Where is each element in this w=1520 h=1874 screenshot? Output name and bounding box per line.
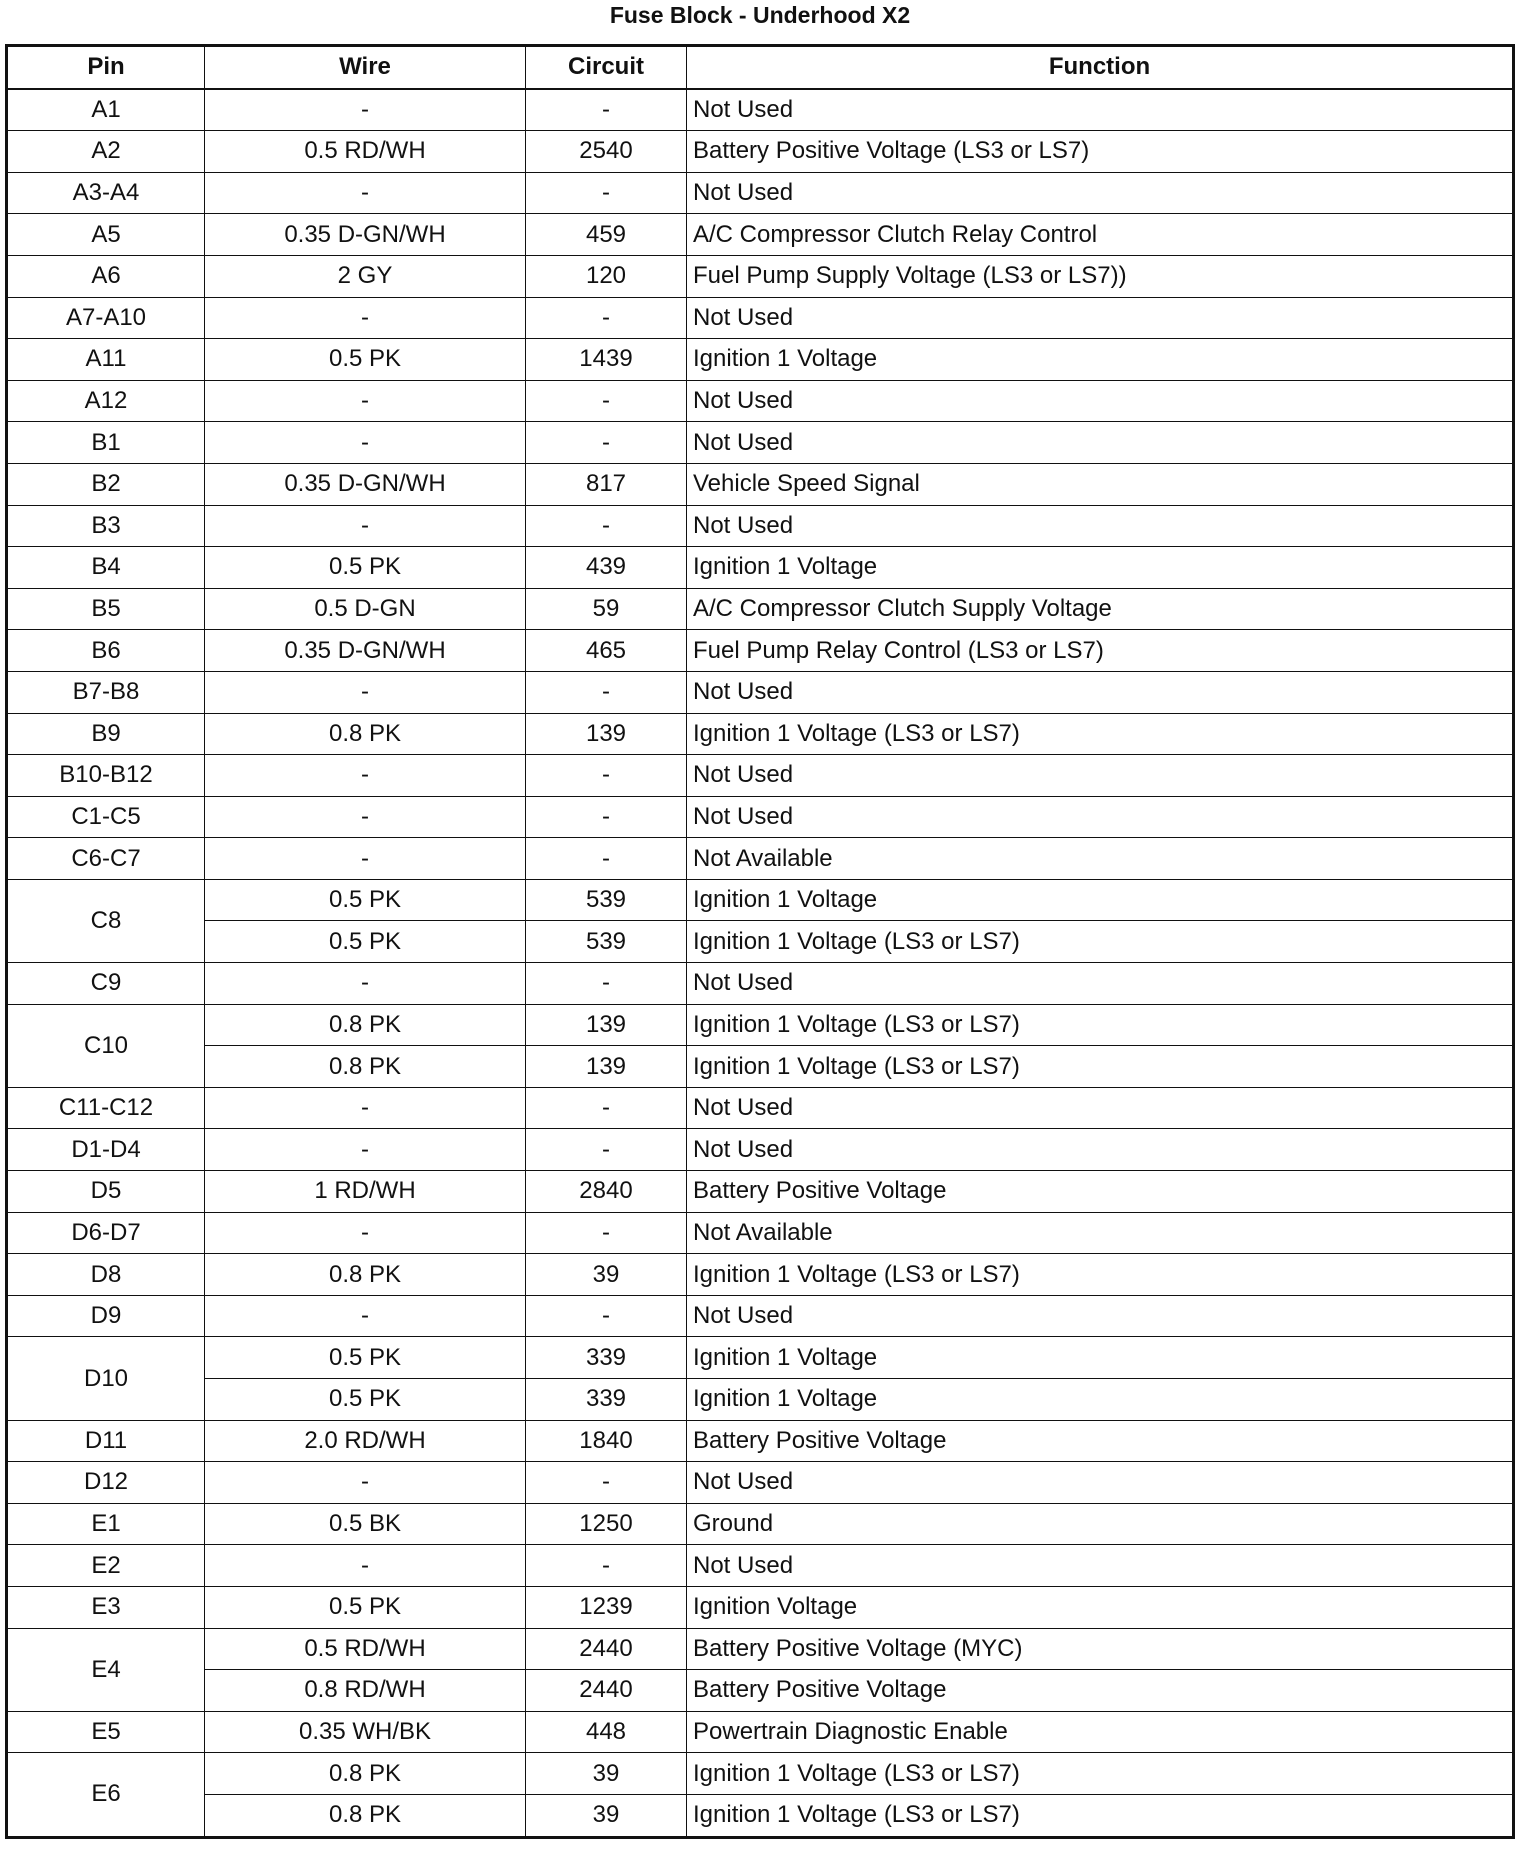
circuit-cell: -	[526, 1212, 687, 1254]
pinout-table	[5, 44, 1515, 1839]
table-row	[7, 1711, 1514, 1753]
circuit-cell: -	[526, 505, 687, 547]
table-row	[7, 1129, 1514, 1171]
table-row	[7, 1046, 1514, 1088]
circuit-cell: -	[526, 796, 687, 838]
circuit-cell: 817	[526, 463, 687, 505]
table-row	[7, 339, 1514, 381]
table-row	[7, 214, 1514, 256]
wire-cell: 2.0 RD/WH	[205, 1420, 526, 1462]
column-header-pin: Pin	[7, 46, 205, 89]
circuit-cell: -	[526, 1462, 687, 1504]
function-cell: A/C Compressor Clutch Supply Voltage	[687, 588, 1514, 630]
pin-cell: E6	[7, 1753, 205, 1837]
table-row	[7, 755, 1514, 797]
wire-cell: -	[205, 671, 526, 713]
function-cell: Not Used	[687, 796, 1514, 838]
wire-cell: -	[205, 963, 526, 1005]
pin-cell: B3	[7, 505, 205, 547]
pin-cell: A7-A10	[7, 297, 205, 339]
column-header-circuit: Circuit	[526, 46, 687, 89]
function-cell: Fuel Pump Supply Voltage (LS3 or LS7))	[687, 255, 1514, 297]
table-body	[7, 89, 1514, 1837]
pin-cell: A2	[7, 131, 205, 173]
circuit-cell: 39	[526, 1794, 687, 1837]
circuit-cell: 465	[526, 630, 687, 672]
circuit-cell: 339	[526, 1337, 687, 1379]
circuit-cell: 39	[526, 1254, 687, 1296]
wire-cell: 0.35 WH/BK	[205, 1711, 526, 1753]
function-cell: Not Used	[687, 422, 1514, 464]
function-cell: Not Used	[687, 1295, 1514, 1337]
function-cell: Ignition 1 Voltage (LS3 or LS7)	[687, 1753, 1514, 1795]
function-cell: Not Used	[687, 1545, 1514, 1587]
table-row	[7, 1503, 1514, 1545]
circuit-cell: 1250	[526, 1503, 687, 1545]
wire-cell: 0.8 PK	[205, 1753, 526, 1795]
circuit-cell: -	[526, 1295, 687, 1337]
circuit-cell: 339	[526, 1379, 687, 1421]
function-cell: Not Used	[687, 172, 1514, 214]
table-row	[7, 1004, 1514, 1046]
function-cell: Not Used	[687, 1462, 1514, 1504]
function-cell: Ignition 1 Voltage (LS3 or LS7)	[687, 921, 1514, 963]
circuit-cell: -	[526, 1545, 687, 1587]
pin-cell: B9	[7, 713, 205, 755]
pin-cell: C8	[7, 879, 205, 962]
wire-cell: 0.5 D-GN	[205, 588, 526, 630]
pin-cell: D9	[7, 1295, 205, 1337]
table-row	[7, 963, 1514, 1005]
circuit-cell: 539	[526, 921, 687, 963]
table-row	[7, 131, 1514, 173]
circuit-cell: 139	[526, 713, 687, 755]
function-cell: Ignition 1 Voltage (LS3 or LS7)	[687, 1004, 1514, 1046]
wire-cell: -	[205, 755, 526, 797]
pin-cell: D1-D4	[7, 1129, 205, 1171]
wire-cell: 0.5 PK	[205, 1337, 526, 1379]
function-cell: Not Used	[687, 380, 1514, 422]
table-row	[7, 422, 1514, 464]
wire-cell: 0.8 RD/WH	[205, 1670, 526, 1712]
table-header	[7, 46, 1514, 89]
function-cell: Not Used	[687, 755, 1514, 797]
table-row	[7, 1420, 1514, 1462]
function-cell: Battery Positive Voltage	[687, 1171, 1514, 1213]
wire-cell: -	[205, 297, 526, 339]
wire-cell: 0.5 RD/WH	[205, 131, 526, 173]
table-row	[7, 713, 1514, 755]
pin-cell: D11	[7, 1420, 205, 1462]
wire-cell: -	[205, 1087, 526, 1129]
function-cell: Not Used	[687, 1129, 1514, 1171]
pin-cell: C10	[7, 1004, 205, 1087]
table-row	[7, 1753, 1514, 1795]
function-cell: Fuel Pump Relay Control (LS3 or LS7)	[687, 630, 1514, 672]
circuit-cell: -	[526, 1129, 687, 1171]
wire-cell: -	[205, 1129, 526, 1171]
circuit-cell: 2440	[526, 1670, 687, 1712]
wire-cell: -	[205, 380, 526, 422]
circuit-cell: 539	[526, 879, 687, 921]
circuit-cell: -	[526, 297, 687, 339]
function-cell: Not Available	[687, 1212, 1514, 1254]
wire-cell: 0.8 PK	[205, 1254, 526, 1296]
pin-cell: C9	[7, 963, 205, 1005]
circuit-cell: -	[526, 380, 687, 422]
circuit-cell: -	[526, 89, 687, 131]
wire-cell: 1 RD/WH	[205, 1171, 526, 1213]
pin-cell: B6	[7, 630, 205, 672]
circuit-cell: 448	[526, 1711, 687, 1753]
pin-cell: D10	[7, 1337, 205, 1420]
wire-cell: 0.8 PK	[205, 1794, 526, 1837]
pin-cell: B1	[7, 422, 205, 464]
circuit-cell: 139	[526, 1046, 687, 1088]
table-row	[7, 380, 1514, 422]
pin-cell: C6-C7	[7, 838, 205, 880]
wire-cell: 0.8 PK	[205, 1004, 526, 1046]
circuit-cell: -	[526, 838, 687, 880]
function-cell: Not Available	[687, 838, 1514, 880]
wire-cell: 0.5 PK	[205, 921, 526, 963]
wire-cell: -	[205, 1212, 526, 1254]
pin-cell: B2	[7, 463, 205, 505]
function-cell: Not Used	[687, 89, 1514, 131]
wire-cell: 0.8 PK	[205, 713, 526, 755]
table-row	[7, 505, 1514, 547]
pin-cell: A12	[7, 380, 205, 422]
circuit-cell: -	[526, 963, 687, 1005]
function-cell: Ignition 1 Voltage	[687, 547, 1514, 589]
pin-cell: D8	[7, 1254, 205, 1296]
pin-cell: E2	[7, 1545, 205, 1587]
pin-cell: A6	[7, 255, 205, 297]
wire-cell: -	[205, 1462, 526, 1504]
function-cell: Ground	[687, 1503, 1514, 1545]
table-row	[7, 1794, 1514, 1837]
function-cell: Ignition 1 Voltage (LS3 or LS7)	[687, 1254, 1514, 1296]
table-row	[7, 547, 1514, 589]
wire-cell: 0.35 D-GN/WH	[205, 463, 526, 505]
function-cell: Not Used	[687, 963, 1514, 1005]
document-title: Fuse Block - Underhood X2	[609, 2, 911, 28]
pin-cell: A3-A4	[7, 172, 205, 214]
wire-cell: 0.35 D-GN/WH	[205, 214, 526, 256]
pin-cell: D5	[7, 1171, 205, 1213]
wire-cell: -	[205, 838, 526, 880]
pin-cell: E3	[7, 1586, 205, 1628]
circuit-cell: 139	[526, 1004, 687, 1046]
table-row	[7, 1212, 1514, 1254]
function-cell: Ignition 1 Voltage	[687, 339, 1514, 381]
function-cell: Ignition 1 Voltage	[687, 1337, 1514, 1379]
wire-cell: 0.5 PK	[205, 547, 526, 589]
function-cell: Ignition 1 Voltage (LS3 or LS7)	[687, 1046, 1514, 1088]
function-cell: A/C Compressor Clutch Relay Control	[687, 214, 1514, 256]
pin-cell: E1	[7, 1503, 205, 1545]
wire-cell: 0.5 BK	[205, 1503, 526, 1545]
wire-cell: -	[205, 1295, 526, 1337]
pin-cell: B7-B8	[7, 671, 205, 713]
table-row	[7, 1379, 1514, 1421]
table-row	[7, 255, 1514, 297]
function-cell: Battery Positive Voltage (MYC)	[687, 1628, 1514, 1670]
wire-cell: -	[205, 1545, 526, 1587]
table-row	[7, 1171, 1514, 1213]
function-cell: Ignition Voltage	[687, 1586, 1514, 1628]
wire-cell: -	[205, 422, 526, 464]
pin-cell: B4	[7, 547, 205, 589]
circuit-cell: 1840	[526, 1420, 687, 1462]
table-row	[7, 1628, 1514, 1670]
wire-cell: 0.8 PK	[205, 1046, 526, 1088]
function-cell: Not Used	[687, 671, 1514, 713]
circuit-cell: 439	[526, 547, 687, 589]
circuit-cell: 1439	[526, 339, 687, 381]
function-cell: Not Used	[687, 505, 1514, 547]
circuit-cell: 2840	[526, 1171, 687, 1213]
circuit-cell: 2440	[526, 1628, 687, 1670]
pin-cell: A5	[7, 214, 205, 256]
pin-cell: A11	[7, 339, 205, 381]
circuit-cell: 120	[526, 255, 687, 297]
table-row	[7, 1087, 1514, 1129]
circuit-cell: 59	[526, 588, 687, 630]
function-cell: Powertrain Diagnostic Enable	[687, 1711, 1514, 1753]
function-cell: Battery Positive Voltage	[687, 1670, 1514, 1712]
circuit-cell: -	[526, 172, 687, 214]
table-row	[7, 1670, 1514, 1712]
column-header-wire: Wire	[205, 46, 526, 89]
function-cell: Battery Positive Voltage	[687, 1420, 1514, 1462]
table-row	[7, 796, 1514, 838]
pin-cell: A1	[7, 89, 205, 131]
wire-cell: -	[205, 172, 526, 214]
function-cell: Ignition 1 Voltage	[687, 879, 1514, 921]
function-cell: Not Used	[687, 297, 1514, 339]
table-row	[7, 172, 1514, 214]
table-row	[7, 1295, 1514, 1337]
circuit-cell: -	[526, 671, 687, 713]
circuit-cell: -	[526, 1087, 687, 1129]
circuit-cell: 1239	[526, 1586, 687, 1628]
pin-cell: C1-C5	[7, 796, 205, 838]
table-row	[7, 879, 1514, 921]
pin-cell: D6-D7	[7, 1212, 205, 1254]
pin-cell: E5	[7, 1711, 205, 1753]
pin-cell: B5	[7, 588, 205, 630]
wire-cell: 0.5 PK	[205, 1379, 526, 1421]
pin-cell: D12	[7, 1462, 205, 1504]
wire-cell: -	[205, 89, 526, 131]
function-cell: Not Used	[687, 1087, 1514, 1129]
wire-cell: 0.5 PK	[205, 1586, 526, 1628]
column-header-function: Function	[687, 46, 1514, 89]
function-cell: Ignition 1 Voltage (LS3 or LS7)	[687, 1794, 1514, 1837]
wire-cell: 2 GY	[205, 255, 526, 297]
table-row	[7, 89, 1514, 131]
table-row	[7, 1545, 1514, 1587]
table-row	[7, 588, 1514, 630]
header-row	[7, 46, 1514, 89]
table-row	[7, 1337, 1514, 1379]
table-row	[7, 630, 1514, 672]
table-row	[7, 1586, 1514, 1628]
wire-cell: 0.35 D-GN/WH	[205, 630, 526, 672]
circuit-cell: -	[526, 422, 687, 464]
function-cell: Battery Positive Voltage (LS3 or LS7)	[687, 131, 1514, 173]
circuit-cell: -	[526, 755, 687, 797]
pin-cell: C11-C12	[7, 1087, 205, 1129]
function-cell: Ignition 1 Voltage	[687, 1379, 1514, 1421]
table-row	[7, 1462, 1514, 1504]
circuit-cell: 459	[526, 214, 687, 256]
wire-cell: -	[205, 796, 526, 838]
wire-cell: 0.5 PK	[205, 339, 526, 381]
wire-cell: -	[205, 505, 526, 547]
table-row	[7, 671, 1514, 713]
table-row	[7, 463, 1514, 505]
table-row	[7, 921, 1514, 963]
pin-cell: E4	[7, 1628, 205, 1711]
table-row	[7, 838, 1514, 880]
circuit-cell: 39	[526, 1753, 687, 1795]
function-cell: Vehicle Speed Signal	[687, 463, 1514, 505]
wire-cell: 0.5 PK	[205, 879, 526, 921]
wire-cell: 0.5 RD/WH	[205, 1628, 526, 1670]
table-row	[7, 297, 1514, 339]
table-row	[7, 1254, 1514, 1296]
circuit-cell: 2540	[526, 131, 687, 173]
function-cell: Ignition 1 Voltage (LS3 or LS7)	[687, 713, 1514, 755]
pin-cell: B10-B12	[7, 755, 205, 797]
